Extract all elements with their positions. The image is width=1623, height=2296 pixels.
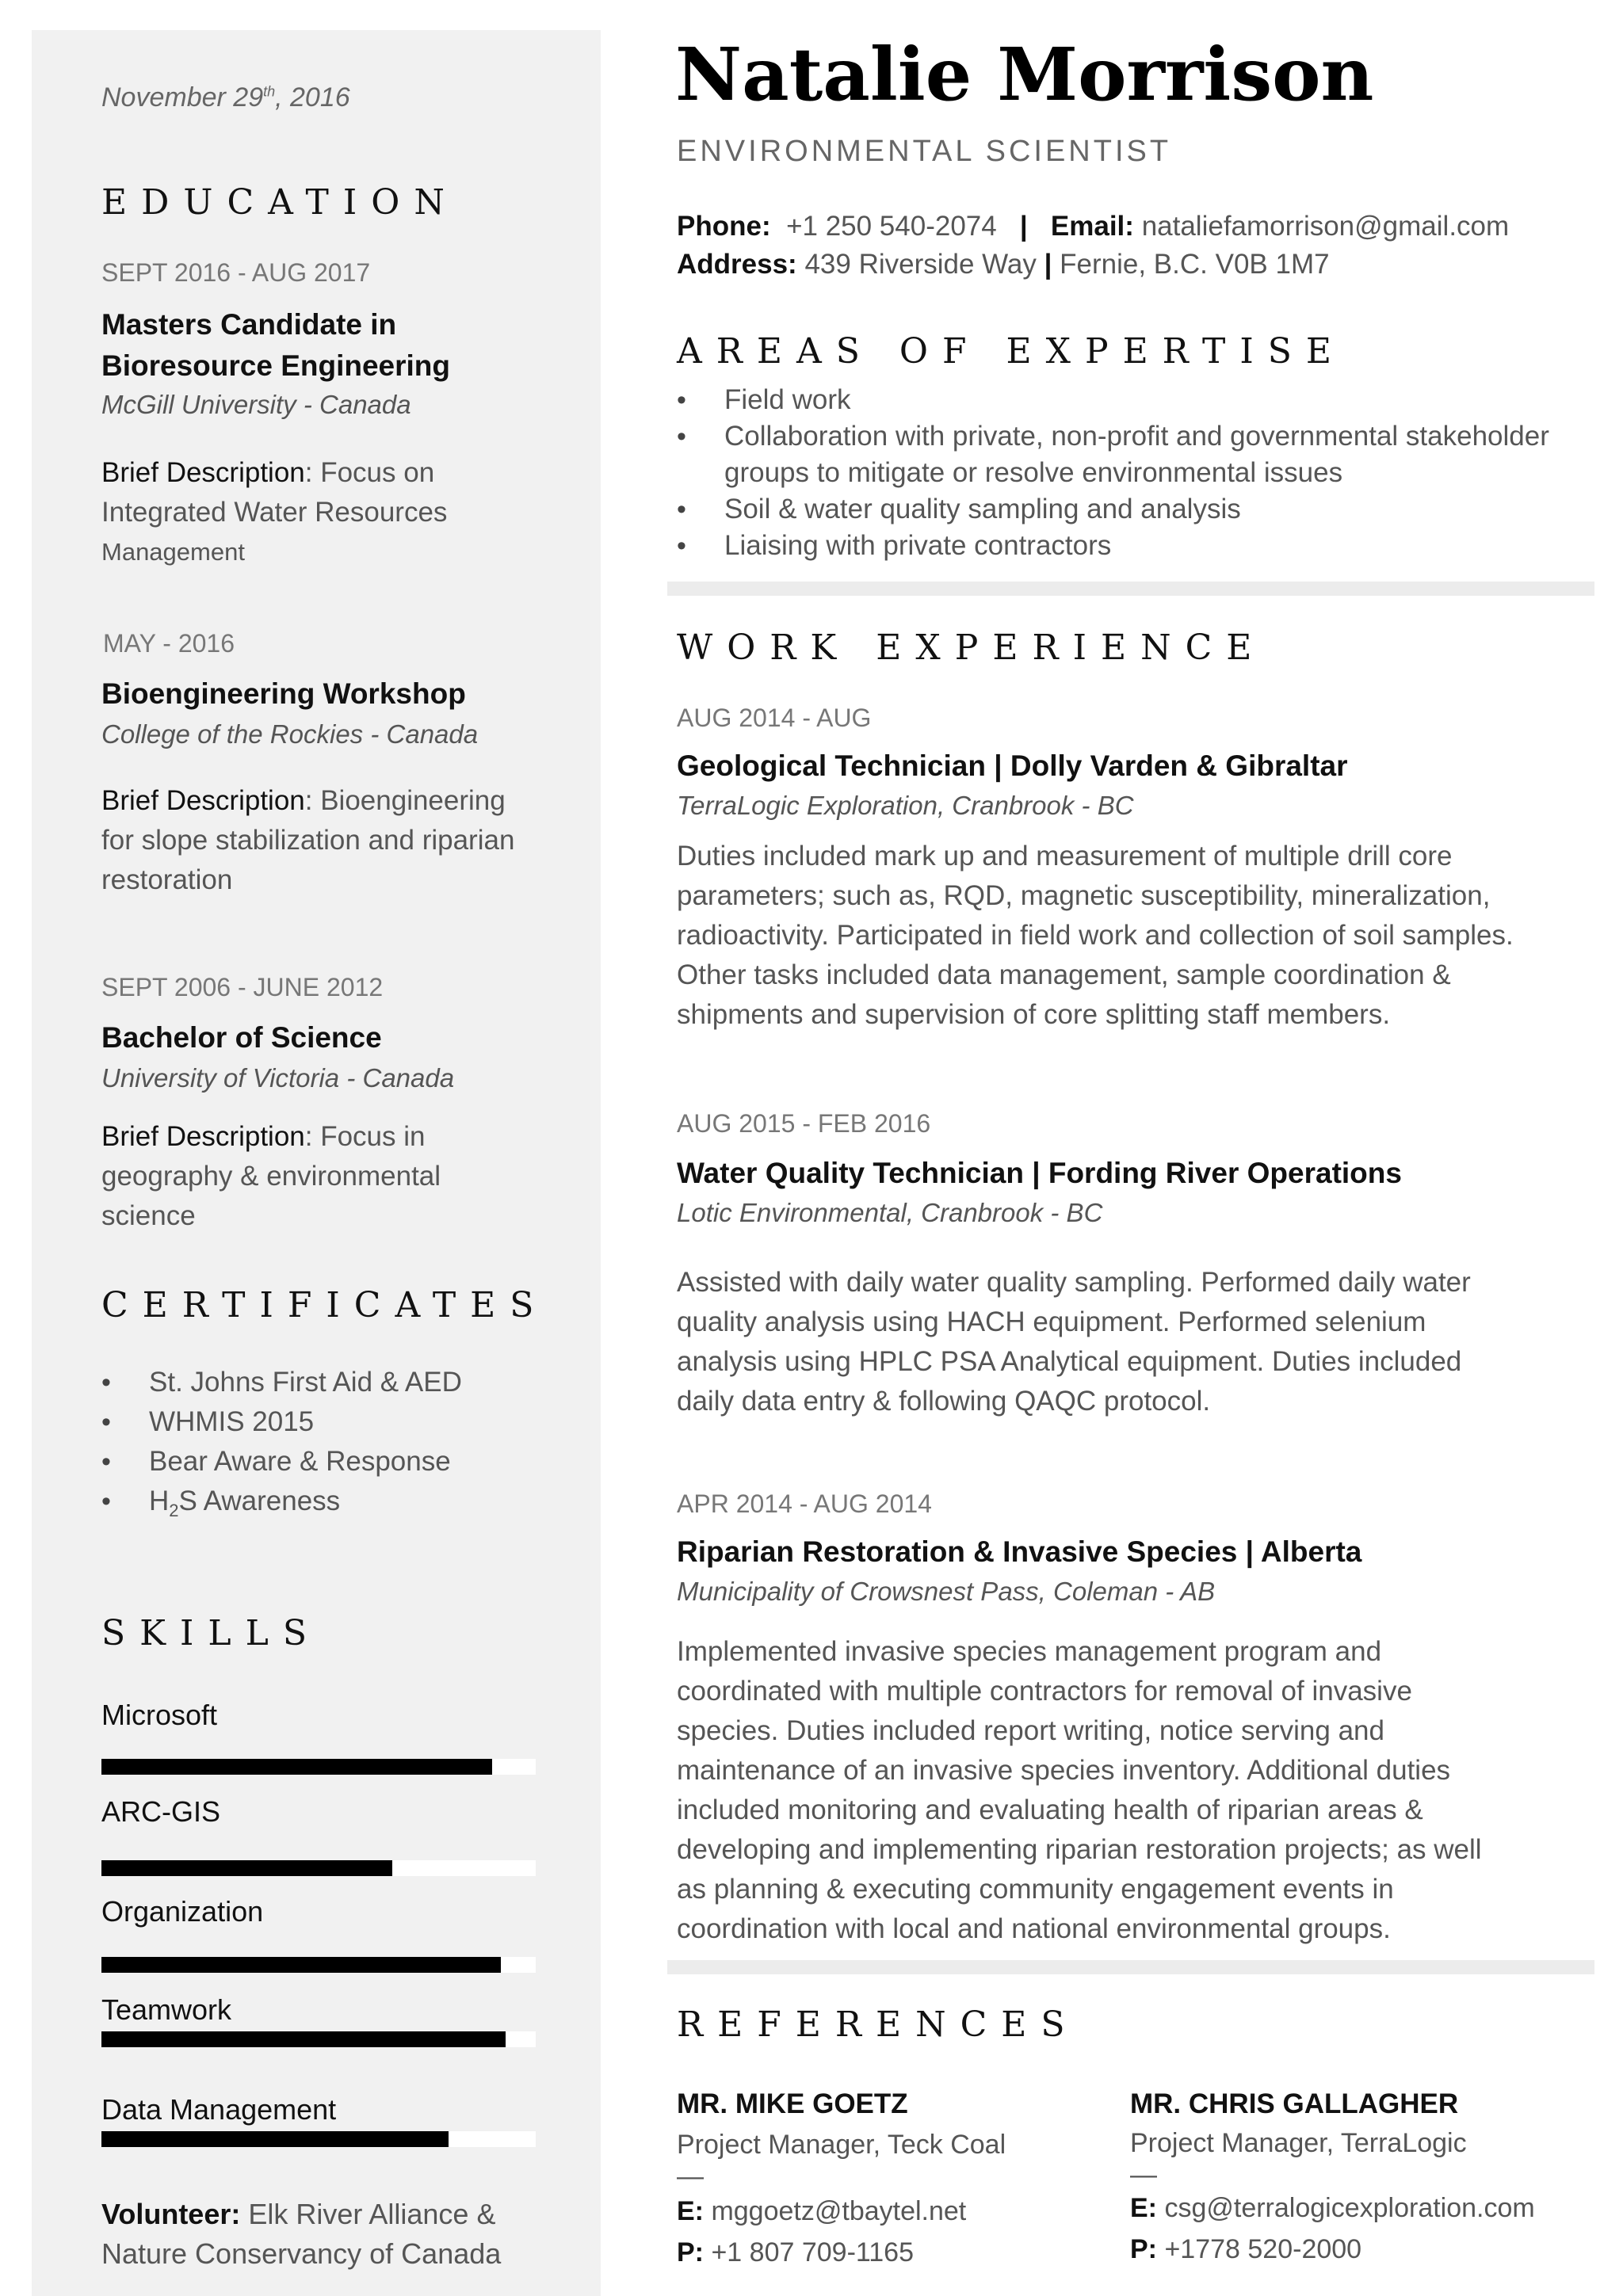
list-item: • WHMIS 2015	[101, 1402, 462, 1442]
education-period: SEPT 2006 - JUNE 2012	[101, 973, 384, 1001]
email-link[interactable]: csg@terralogicexploration.com	[1164, 2193, 1535, 2223]
references-heading: REFERENCES	[677, 2004, 1079, 2045]
list-item: • Liaising with private contractors	[677, 528, 1564, 564]
reference-name: MR. MIKE GOETZ	[677, 2088, 908, 2119]
job-description: Assisted with daily water quality sampling. Performed daily water quality analysis using HACH equipment. Performed selenium analysis using HPLC PSA Analytical equipment. Duties included daily data entry & following QAQC protocol.	[677, 1267, 1471, 1417]
skill-bar-fill	[101, 1860, 392, 1876]
job-period: AUG 2014 - AUG	[677, 704, 872, 732]
education-school: College of the Rockies - Canada	[101, 719, 479, 749]
certificates-heading: CERTIFICATES	[101, 1285, 548, 1325]
list-item: • Soil & water quality sampling and analysis	[677, 491, 1564, 528]
skill-label: Organization	[101, 1895, 264, 1928]
education-period: SEPT 2016 - AUG 2017	[101, 258, 371, 287]
skill-label: Microsoft	[101, 1699, 218, 1731]
education-school: University of Victoria - Canada	[101, 1063, 455, 1093]
education-degree: Masters Candidate in Bioresource Engineering	[101, 308, 450, 382]
skill-label: Data Management	[101, 2093, 337, 2126]
list-item: • Collaboration with private, non-profit and governmental stakeholder groups to mitigate or resolve environmental issues	[677, 418, 1564, 491]
list-item: • Field work	[677, 382, 1564, 418]
education-degree: Bioengineering Workshop	[101, 677, 466, 710]
skill-bar	[101, 2131, 536, 2147]
section-divider	[667, 1960, 1594, 1974]
skill-bar	[101, 1759, 536, 1775]
skill-bar-fill	[101, 2131, 449, 2147]
resume-date: November 29th, 2016	[101, 82, 350, 113]
job-title-line: Riparian Restoration & Invasive Species | Alberta	[677, 1535, 1362, 1568]
job-organization: Municipality of Crowsnest Pass, Coleman - AB	[677, 1577, 1216, 1606]
education-description: Brief Description: Focus on Integrated Water Resources Management	[101, 457, 448, 566]
expertise-list	[677, 382, 1564, 564]
skill-bar-fill	[101, 2031, 506, 2047]
job-title: ENVIRONMENTAL SCIENTIST	[677, 135, 1172, 168]
candidate-name: Natalie Morrison	[675, 32, 1374, 117]
list-item: • St. Johns First Aid & AED	[101, 1363, 462, 1402]
list-item: • Bear Aware & Response	[101, 1442, 462, 1482]
email-link[interactable]: mggoetz@tbaytel.net	[711, 2196, 967, 2226]
list-item: • $H_2S$ Awareness	[101, 1482, 462, 1531]
skill-bar	[101, 2031, 536, 2047]
job-title-line: Water Quality Technician | Fording River Operations	[677, 1157, 1402, 1189]
address-line: Address: 439 Riverside Way | Fernie, B.C. V0B 1M7	[677, 249, 1330, 280]
job-period: APR 2014 - AUG 2014	[677, 1489, 932, 1518]
education-description: Brief Description: Bioengineering for slope stabilization and riparian restoration	[101, 785, 515, 895]
job-title-line: Geological Technician | Dolly Varden & Gibraltar	[677, 749, 1348, 782]
job-organization: Lotic Environmental, Cranbrook - BC	[677, 1198, 1103, 1227]
reference-email: E: mggoetz@tbaytel.net	[677, 2196, 967, 2226]
reference-name: MR. CHRIS GALLAGHER	[1130, 2088, 1459, 2119]
job-description: Duties included mark up and measurement of multiple drill core parameters; such as, RQD, magnetic susceptibility, mineralization, radioactivity. Participated in field work and collection of soil samples. Other tasks included data management, sample coordination & shipments and supervision of core splitting staff members.	[677, 841, 1514, 1030]
reference-phone: P: +1778 520-2000	[1130, 2234, 1362, 2264]
certificates-list	[101, 1363, 462, 1531]
education-period: MAY - 2016	[103, 629, 235, 658]
skills-heading: SKILLS	[101, 1613, 321, 1653]
reference-phone: P: +1 807 709-1165	[677, 2237, 915, 2267]
volunteer-text: Volunteer: Elk River Alliance & Nature Conservancy of Canada	[101, 2198, 502, 2270]
job-period: AUG 2015 - FEB 2016	[677, 1109, 931, 1138]
skill-label: ARC-GIS	[101, 1795, 221, 1828]
job-description: Implemented invasive species management program and coordinated with multiple contractors for removal of invasive species. Duties included report writing, notice serving and maintenance of an invasive species inventory. Additional duties included monitoring and evaluating health of riparian areas & developing and implementing riparian restoration projects; as well as planning & executing community engagement events in coordination with local and national environmental groups.	[677, 1636, 1482, 1944]
reference-dash: —	[677, 2161, 704, 2191]
section-divider	[667, 582, 1594, 596]
skill-bar	[101, 1957, 536, 1973]
education-school: McGill University - Canada	[101, 390, 411, 419]
reference-role: Project Manager, TerraLogic	[1130, 2128, 1467, 2158]
reference-email: E: csg@terralogicexploration.com	[1130, 2193, 1535, 2223]
skill-bar	[101, 1860, 536, 1876]
skill-bar-fill	[101, 1759, 492, 1775]
reference-dash: —	[1130, 2160, 1157, 2190]
email-link[interactable]: nataliefamorrison@gmail.com	[1141, 211, 1510, 242]
education-description: Brief Description: Focus in geography & environmental science	[101, 1121, 441, 1231]
reference-role: Project Manager, Teck Coal	[677, 2130, 1006, 2160]
skill-label: Teamwork	[101, 1993, 232, 2026]
education-heading: EDUCATION	[101, 182, 459, 223]
job-organization: TerraLogic Exploration, Cranbrook - BC	[677, 791, 1134, 820]
skill-bar-fill	[101, 1957, 501, 1973]
work-heading: WORK EXPERIENCE	[677, 627, 1266, 668]
education-degree: Bachelor of Science	[101, 1021, 382, 1054]
expertise-heading: AREAS OF EXPERTISE	[677, 331, 1346, 372]
contact-line: Phone: +1 250 540-2074 | Email: nataliefamorrison@gmail.com	[677, 211, 1510, 242]
